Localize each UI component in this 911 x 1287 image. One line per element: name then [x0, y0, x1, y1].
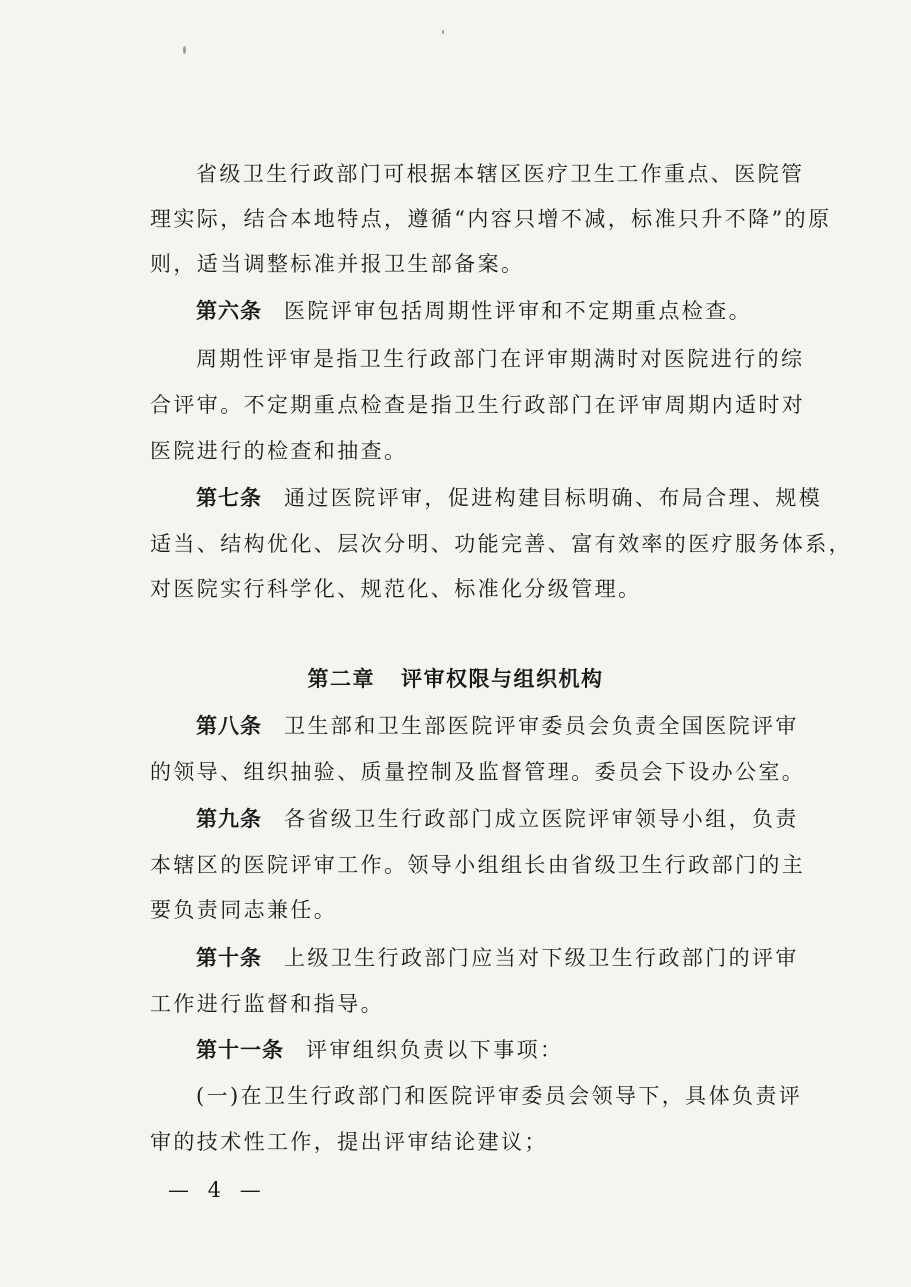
text-line: 对医院实行科学化、规范化、标准化分级管理。	[150, 577, 642, 601]
article-text: 通过医院评审，促进构建目标明确、布局合理、规模	[284, 486, 823, 510]
chapter-number: 第二章	[307, 667, 375, 691]
chapter-heading	[0, 665, 911, 693]
text-line: 审的技术性工作，提出评审结论建议；	[150, 1130, 548, 1154]
article-text: 上级卫生行政部门应当对下级卫生行政部门的评审	[284, 946, 799, 970]
article-10	[196, 944, 799, 972]
article-7	[196, 484, 822, 512]
text-line: 则，适当调整标准并报卫生部备案。	[150, 252, 525, 276]
article-number: 第九条	[196, 807, 262, 831]
article-text: 卫生部和卫生部医院评审委员会负责全国医院评审	[284, 714, 799, 738]
text-line: 适当、结构优化、层次分明、功能完善、富有效率的医疗服务体系，	[150, 532, 852, 556]
text-line: 周期性评审是指卫生行政部门在评审期满时对医院进行的综	[196, 347, 805, 371]
scan-speck	[183, 46, 186, 54]
text-line: 本辖区的医院评审工作。领导小组组长由省级卫生行政部门的主	[150, 853, 806, 877]
article-number: 第六条	[196, 299, 262, 323]
article-text: 医院评审包括周期性评审和不定期重点检查。	[284, 299, 752, 323]
text-line: (一)在卫生行政部门和医院评审委员会领导下，具体负责评	[196, 1084, 803, 1108]
page-number: — 4 —	[168, 1178, 267, 1202]
article-number: 第十条	[196, 946, 262, 970]
article-text: 评审组织负责以下事项：	[306, 1038, 564, 1062]
article-9	[196, 805, 799, 833]
scan-speck	[442, 30, 444, 34]
text-line: 医院进行的检查和抽查。	[150, 439, 408, 463]
article-text: 各省级卫生行政部门成立医院评审领导小组，负责	[284, 807, 799, 831]
text-line: 合评审。不定期重点检查是指卫生行政部门在评审周期内适时对	[150, 393, 806, 417]
article-number: 第七条	[196, 486, 262, 510]
text-line: 要负责同志兼任。	[150, 898, 338, 922]
article-number: 第八条	[196, 714, 262, 738]
article-11	[196, 1036, 563, 1064]
text-line: 工作进行监督和指导。	[150, 992, 384, 1016]
text-line: 省级卫生行政部门可根据本辖区医疗卫生工作重点、医院管	[196, 162, 805, 186]
text-line: 理实际，结合本地特点，遵循“内容只增不减，标准只升不降”的原	[150, 207, 832, 231]
article-8	[196, 712, 799, 740]
article-number: 第十一条	[196, 1038, 284, 1062]
article-6	[196, 297, 752, 325]
chapter-title: 评审权限与组织机构	[401, 667, 604, 691]
text-line: 的领导、组织抽验、质量控制及监督管理。委员会下设办公室。	[150, 760, 806, 784]
